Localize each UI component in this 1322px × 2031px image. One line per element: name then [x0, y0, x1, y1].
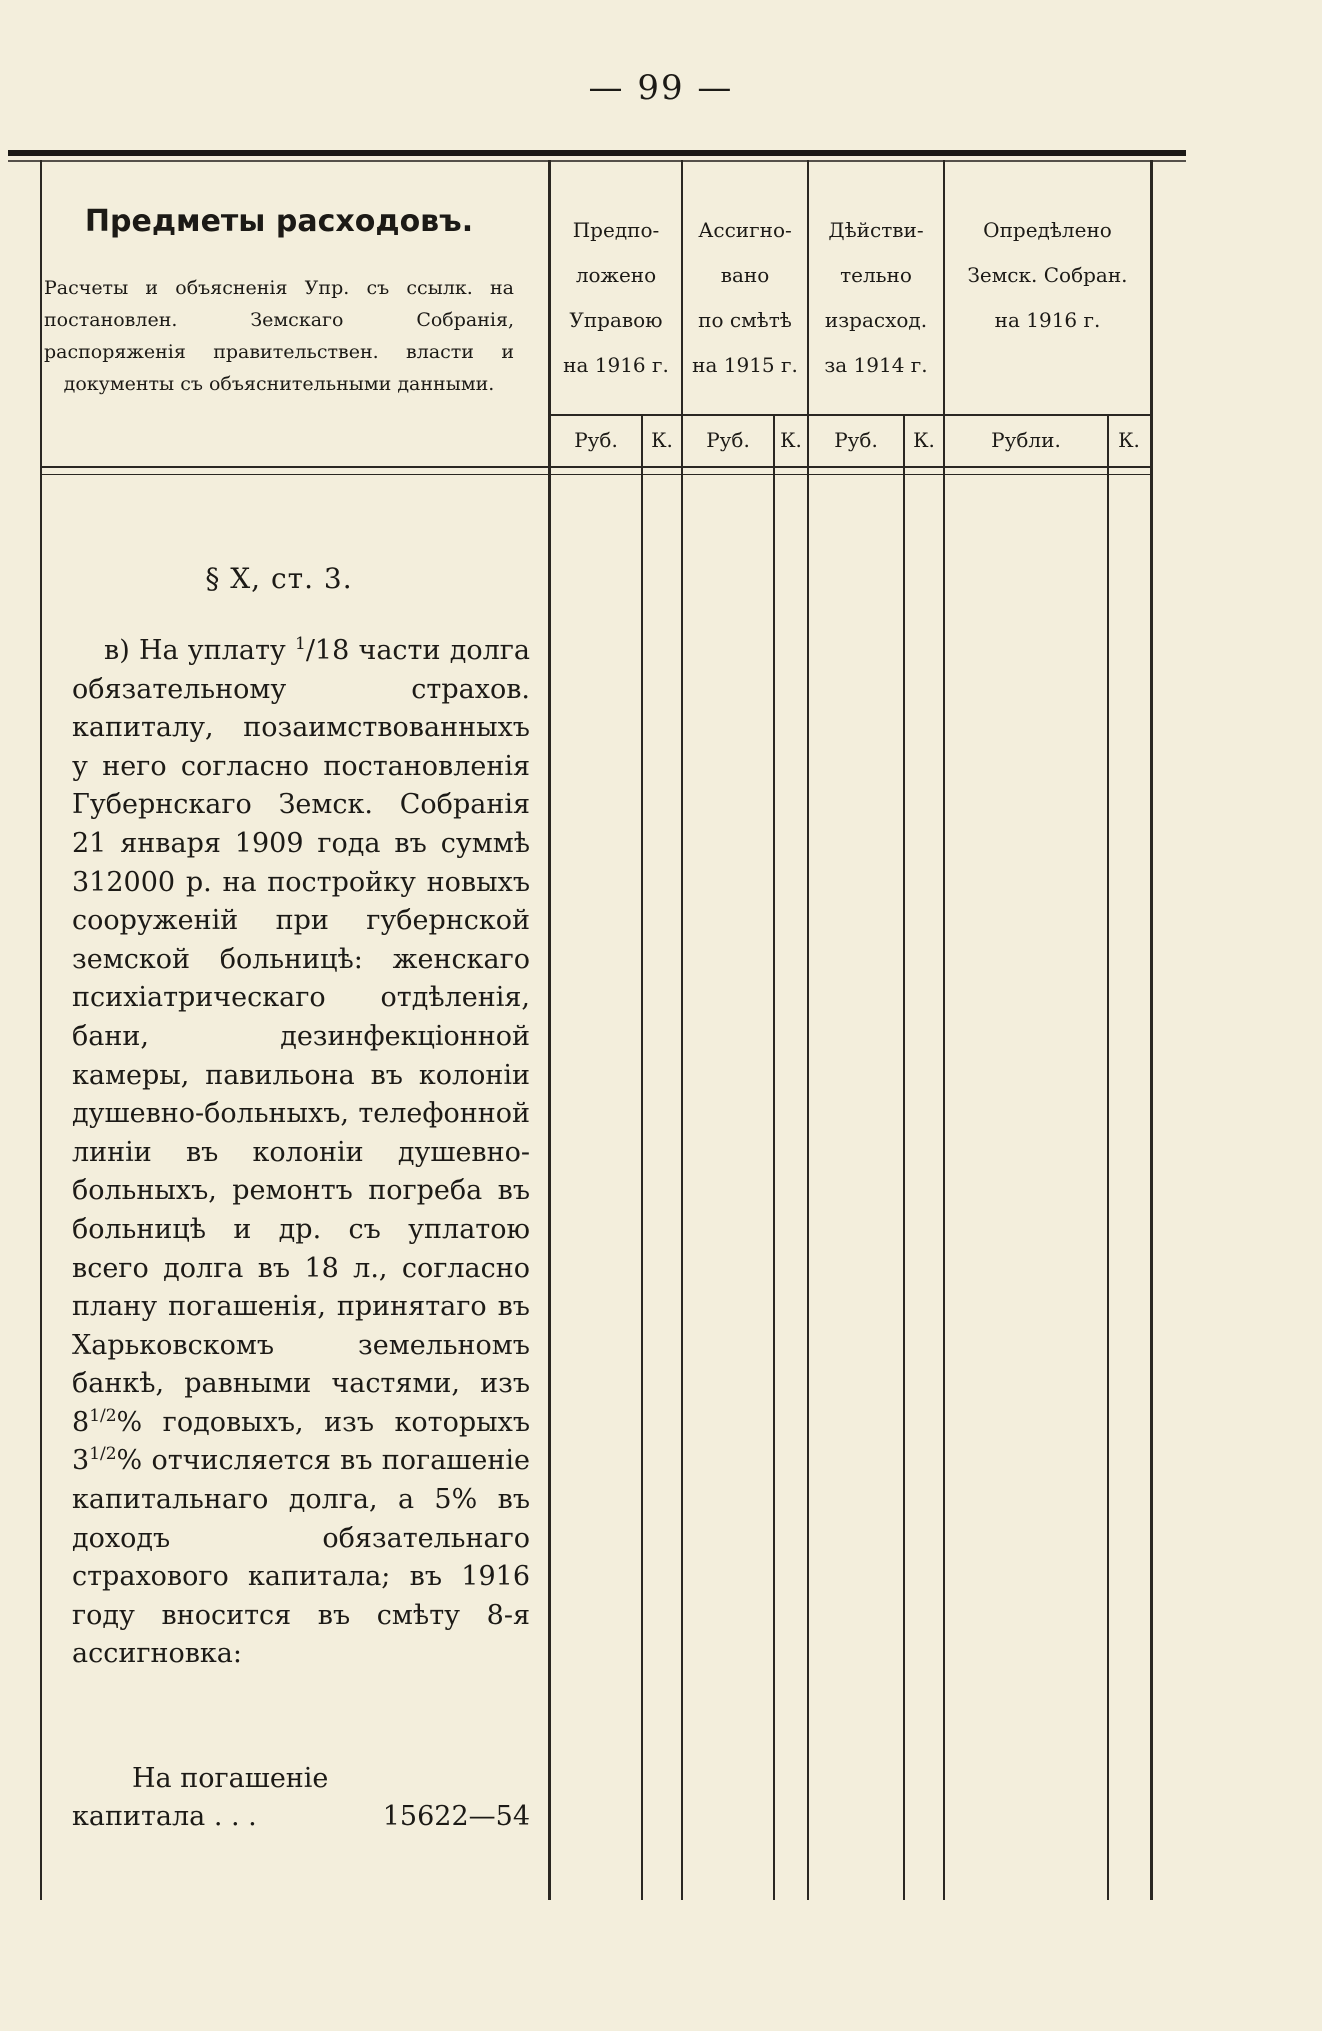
kopek-divider-3: [903, 414, 905, 1900]
header-bottom-rule: [40, 466, 1152, 468]
column-header-determined: Опредѣлено Земск. Собран. на 1916 г.: [967, 218, 1128, 332]
kopek-divider-1: [641, 414, 643, 1900]
unit-kopeks: К.: [780, 428, 802, 452]
kopek-divider-2: [773, 414, 775, 1900]
unit-kopeks: К.: [651, 428, 673, 452]
fraction-denominator: /18: [305, 635, 350, 666]
column-header-proposed: Предпо- ложено Управою на 1916 г.: [563, 218, 669, 377]
subject-description: Расчеты и объясненія Упр. съ ссылк. на постановлен. Земскаго Собранія, распоряженія правительствен. власти и документы съ объяснительными данными.: [44, 277, 514, 395]
unit-rubles: Руб.: [574, 428, 618, 452]
rate-fraction: 1/2: [89, 1444, 117, 1465]
kopek-divider-4: [1107, 414, 1109, 1900]
column-divider-3: [807, 160, 809, 1900]
expense-description: в) На уплату $^1$/18 части долга обязательному страхов. капиталу, позаимствованныхъ у него согласно постановленія Губернскаго Земск. Собранія 21 января 1909 года въ суммѣ 312000 р. на постройку новыхъ сооруженій при губернской земской больницѣ: женскаго психіатрическаго отдѣленія, бани, дезинфекціонной камеры, павильона въ колоніи душевно-больныхъ, телефонной линіи въ колоніи душевно-больныхъ, ремонтъ погреба въ больницѣ и др. съ уплатою всего долга въ 18 л., согласно плану погашенія, принятаго въ Харьковскомъ земельномъ банкѣ, равными частями, изъ $8^{1/2}\%$ годовыхъ, изъ которыхъ $3^{1/2}\%$ отчисляется въ погашеніе капитальнаго долга, а 5% въ доходъ обязательнаго страхового капитала; въ 1916 году вносится въ смѣту 8-я ассигновка:: [72, 634, 530, 1670]
table-left-border: [40, 160, 42, 1900]
repayment-label: На погашеніе: [132, 1763, 329, 1794]
unit-kopeks: К.: [1118, 428, 1140, 452]
unit-rubles: Рубли.: [991, 428, 1061, 452]
section-title: § X, ст. 3.: [205, 562, 353, 595]
header-bottom-rule-thin: [40, 474, 1152, 475]
column-header-spent: Дѣйстви- тельно израсход. за 1914 г.: [824, 218, 928, 377]
column-divider-1: [548, 160, 551, 1900]
column-header-assigned: Ассигно- вано по смѣтѣ на 1915 г.: [692, 218, 798, 377]
rate-fraction: 1/2: [89, 1405, 117, 1426]
unit-rubles: Руб.: [834, 428, 878, 452]
page-number: — 99 —: [588, 68, 734, 108]
capital-amount: 15622—54: [382, 1801, 530, 1832]
subject-title: Предметы расходовъ.: [84, 204, 474, 239]
units-rule: [548, 414, 1152, 416]
capital-label: капитала . . .: [72, 1801, 257, 1832]
unit-rubles: Руб.: [706, 428, 750, 452]
column-divider-4: [943, 160, 945, 1900]
top-rule: [8, 150, 1186, 156]
fraction-numerator: 1: [294, 634, 306, 654]
unit-kopeks: К.: [913, 428, 935, 452]
capital-repayment-line: [72, 1760, 530, 1836]
column-divider-2: [681, 160, 683, 1900]
top-rule-thin: [8, 160, 1186, 162]
table-right-border: [1150, 160, 1153, 1900]
